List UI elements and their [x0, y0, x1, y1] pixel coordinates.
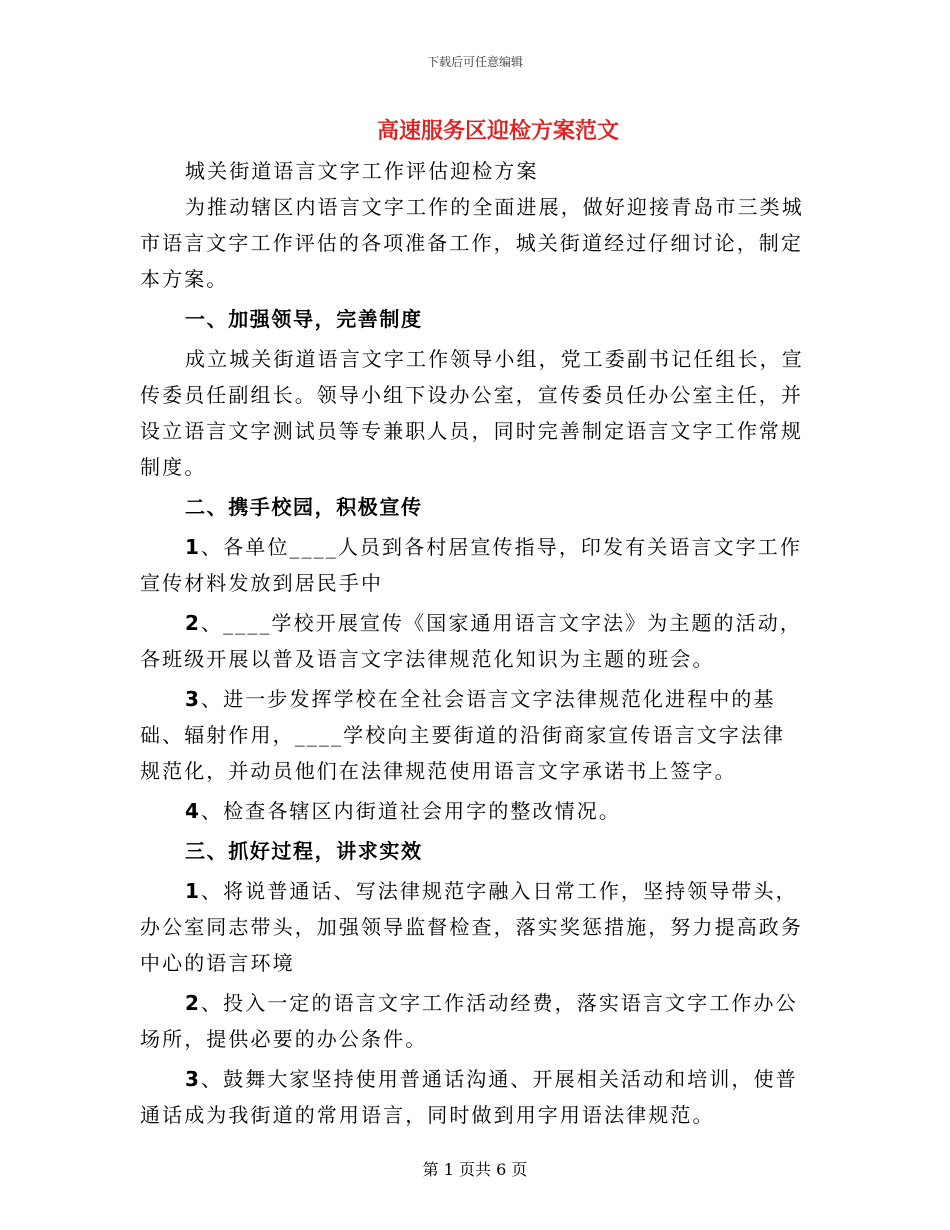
document-body — [140, 153, 805, 1133]
subtitle-paragraph: 城关街道语言文字工作评估迎检方案 — [185, 159, 539, 183]
section-3-item-3 — [140, 1061, 805, 1133]
section-2-item-2 — [140, 605, 805, 677]
section-2-item-3 — [140, 681, 805, 789]
item-text: 、进一步发挥学校在全社会语言文字法律规范化进程中的基础、辐射作用，____学校向主要街道的沿街商家宣传语言文字法律规范化，并动员他们在法律规范使用语言文字承诺书上签字。 — [140, 687, 786, 783]
item-number: 1 — [185, 535, 202, 559]
item-number: 1 — [185, 879, 202, 903]
intro-paragraph: 为推动辖区内语言文字工作的全面进展，做好迎接青岛市三类城市语言文字工作评估的各项准备工作，城关街道经过仔细讨论，制定本方案。 — [140, 195, 804, 291]
section-1-paragraph: 成立城关街道语言文字工作领导小组，党工委副书记任组长，宣传委员任副组长。领导小组下设办公室，宣传委员任办公室主任，并设立语言文字测试员等专兼职人员，同时完善制定语言文字工作常规制度。 — [140, 347, 804, 479]
item-text: 、投入一定的语言文字工作活动经费，落实语言文字工作办公场所，提供必要的办公条件。 — [140, 991, 798, 1051]
page-header: 下载后可任意编辑 — [426, 55, 523, 69]
item-text: 、检查各辖区内街道社会用字的整改情况。 — [201, 799, 621, 823]
section-heading-1: 一、加强领导，完善制度 — [185, 307, 423, 331]
item-number: 2 — [185, 991, 202, 1015]
item-number: 3 — [185, 1067, 202, 1091]
page-footer: 第 1 页共 6 页 — [422, 1160, 528, 1179]
item-number: 3 — [185, 687, 202, 711]
item-number: 2 — [185, 611, 202, 635]
section-2-item-1 — [140, 529, 805, 601]
section-3-item-2 — [140, 985, 805, 1057]
item-text: 、各单位____人员到各村居宣传指导，印发有关语言文字工作宣传材料发放到居民手中 — [140, 535, 802, 595]
section-heading-3: 三、抓好过程，讲求实效 — [185, 839, 423, 863]
item-text: 、鼓舞大家坚持使用普通话沟通、开展相关活动和培训，使普通话成为我街道的常用语言，同时做到用字用语法律规范。 — [140, 1067, 798, 1127]
section-2-item-4 — [140, 793, 805, 829]
item-text: 、____学校开展宣传《国家通用语言文字法》为主题的活动，各班级开展以普及语言文字法律规范化知识为主题的班会。 — [140, 611, 802, 671]
section-3-item-1 — [140, 873, 805, 981]
item-number: 4 — [185, 799, 202, 823]
document-title: 高速服务区迎检方案范文 — [376, 119, 619, 144]
section-heading-2: 二、携手校园，积极宣传 — [185, 495, 423, 519]
item-text: 、将说普通话、写法律规范字融入日常工作，坚持领导带头，办公室同志带头，加强领导监督检查，落实奖惩措施，努力提高政务中心的语言环境 — [140, 879, 803, 975]
